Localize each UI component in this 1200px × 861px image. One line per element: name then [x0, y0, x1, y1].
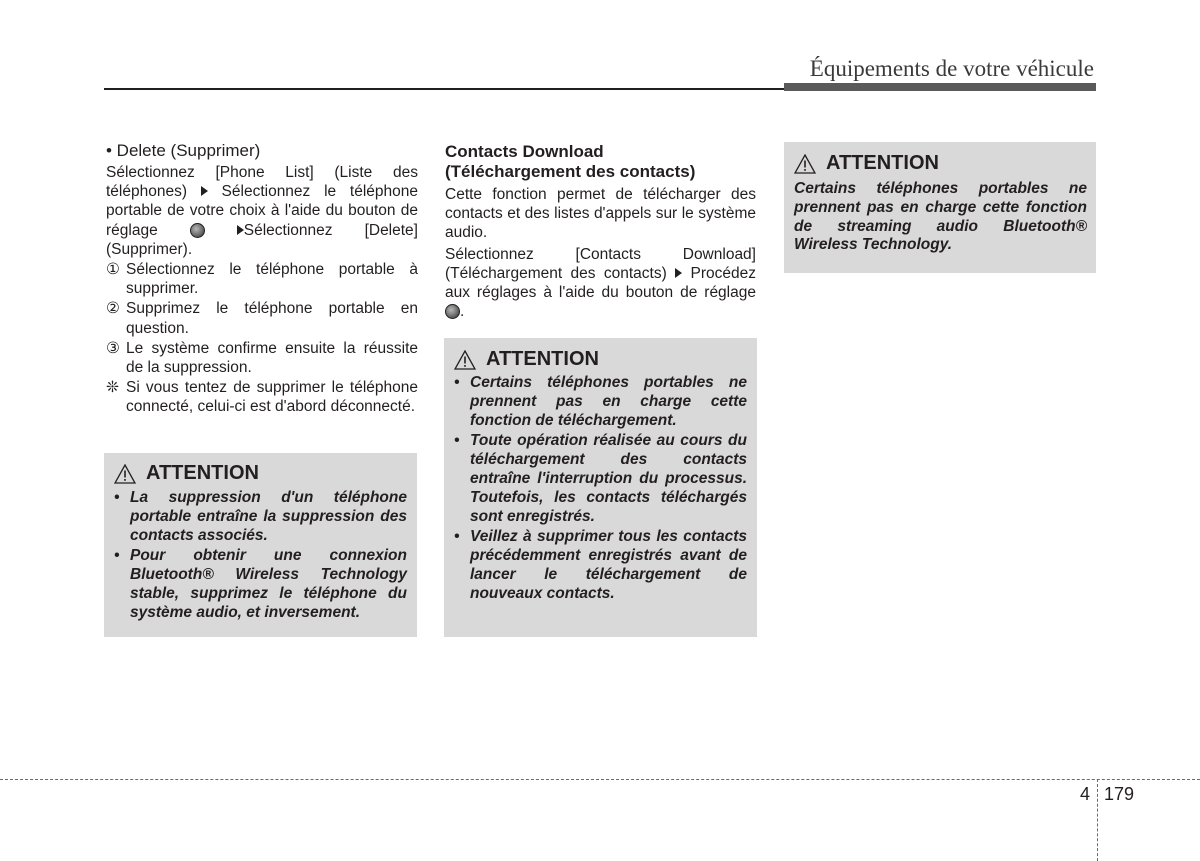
arrow-right-icon — [675, 268, 682, 278]
arrow-right-icon — [201, 186, 208, 196]
attention-text: Veillez à supprimer tous les contacts précédemment enregistrés avant de lancer le téléchargement de nouveaux contacts. — [470, 528, 747, 602]
attention-text: Toute opération réalisée au cours du téléchargement des contacts entraîne l'interruption du processus. Toutefois, les contacts téléchargés sont enregistrés. — [470, 432, 747, 525]
column-contacts-download — [445, 142, 756, 321]
attention-item: • Pour obtenir une connexion Bluetooth® Wireless Technology stable, supprimez le téléphone du système audio, et inversement. — [114, 547, 407, 621]
attention-box-delete — [104, 453, 417, 637]
attention-text: Certains téléphones portables ne prennent pas en charge cette fonction de téléchargement. — [470, 374, 747, 429]
column-delete — [106, 141, 418, 417]
note-marker: ❊ — [106, 379, 119, 397]
attention-box-download — [444, 338, 757, 637]
attention-text: La suppression d'un téléphone portable entraîne la suppression des contacts associés. — [130, 489, 407, 544]
step-marker: ③ — [106, 339, 120, 357]
note-text: Si vous tentez de supprimer le téléphone connecté, celui-ci est d'abord déconnecté. — [126, 379, 418, 416]
section-heading: (Téléchargement des contacts) — [445, 162, 696, 181]
note-item — [106, 378, 418, 416]
chapter-number: 4 — [1080, 784, 1091, 804]
download-instructions — [445, 245, 756, 322]
attention-item: • La suppression d'un téléphone portable entraîne la suppression des contacts associés. — [114, 489, 407, 544]
delete-instructions — [106, 163, 418, 259]
attention-item: • Veillez à supprimer tous les contacts précédemment enregistrés avant de lancer le téléchargement de nouveaux contacts. — [454, 528, 747, 602]
instruction-text: Sélectionnez [Delete] (Supprimer). — [106, 221, 418, 258]
warning-icon — [114, 464, 136, 484]
attention-title: ATTENTION — [826, 152, 939, 174]
attention-header — [114, 462, 407, 485]
instruction-text: Sélectionnez le téléphone portable de votre choix à l'aide du bouton de réglage — [106, 183, 418, 239]
description-text: Cette fonction permet de télécharger des contacts et des listes d'appels sur le système audio. — [445, 186, 756, 242]
warning-icon — [454, 350, 476, 370]
step-text: Supprimez le téléphone portable en question. — [126, 300, 418, 337]
header-rule — [104, 88, 784, 90]
attention-item: • Toute opération réalisée au cours du téléchargement des contacts entraîne l'interruption du processus. Toutefois, les contacts téléchargés sont enregistrés. — [454, 432, 747, 525]
step-item — [106, 260, 418, 298]
step-marker: ② — [106, 300, 120, 318]
step-item — [106, 339, 418, 377]
instruction-text: Procédez aux réglages à l'aide du bouton de réglage — [445, 264, 757, 302]
delete-heading: • Delete (Supprimer) — [106, 141, 261, 160]
footer-rule — [0, 779, 1200, 780]
step-item — [106, 299, 418, 337]
header-rule-accent — [784, 83, 1096, 91]
attention-box-streaming — [784, 142, 1096, 273]
tune-knob-icon — [445, 304, 460, 319]
arrow-right-icon — [237, 225, 244, 235]
step-text: Le système confirme ensuite la réussite de la suppression. — [126, 339, 418, 377]
attention-header — [794, 152, 1087, 175]
step-text: Sélectionnez le téléphone portable à supprimer. — [126, 261, 418, 298]
step-marker: ① — [106, 261, 120, 279]
chapter-title: Équipements de votre véhicule — [809, 56, 1094, 81]
instruction-text: Sélectionnez [Contacts Download] (Téléchargement des contacts) — [445, 245, 756, 282]
attention-title: ATTENTION — [146, 462, 259, 484]
page-number: 179 — [1104, 784, 1135, 804]
tune-knob-icon — [190, 223, 205, 238]
instruction-text: Sélectionnez [Phone List] (Liste des téléphones) — [106, 164, 418, 201]
instruction-text: . — [460, 303, 465, 321]
footer-divider — [1097, 779, 1098, 861]
section-heading: Contacts Download — [445, 142, 604, 161]
attention-text: Pour obtenir une connexion Bluetooth® Wireless Technology stable, supprimez le téléphone du système audio, et inversement. — [130, 547, 407, 621]
attention-item: • Certains téléphones portables ne prennent pas en charge cette fonction de téléchargement. — [454, 374, 747, 429]
attention-text: Certains téléphones portables ne prennent pas en charge cette fonction de streaming audio Bluetooth® Wireless Technology. — [794, 180, 1087, 254]
attention-header — [454, 348, 747, 371]
attention-title: ATTENTION — [486, 348, 599, 370]
warning-icon — [794, 154, 816, 174]
